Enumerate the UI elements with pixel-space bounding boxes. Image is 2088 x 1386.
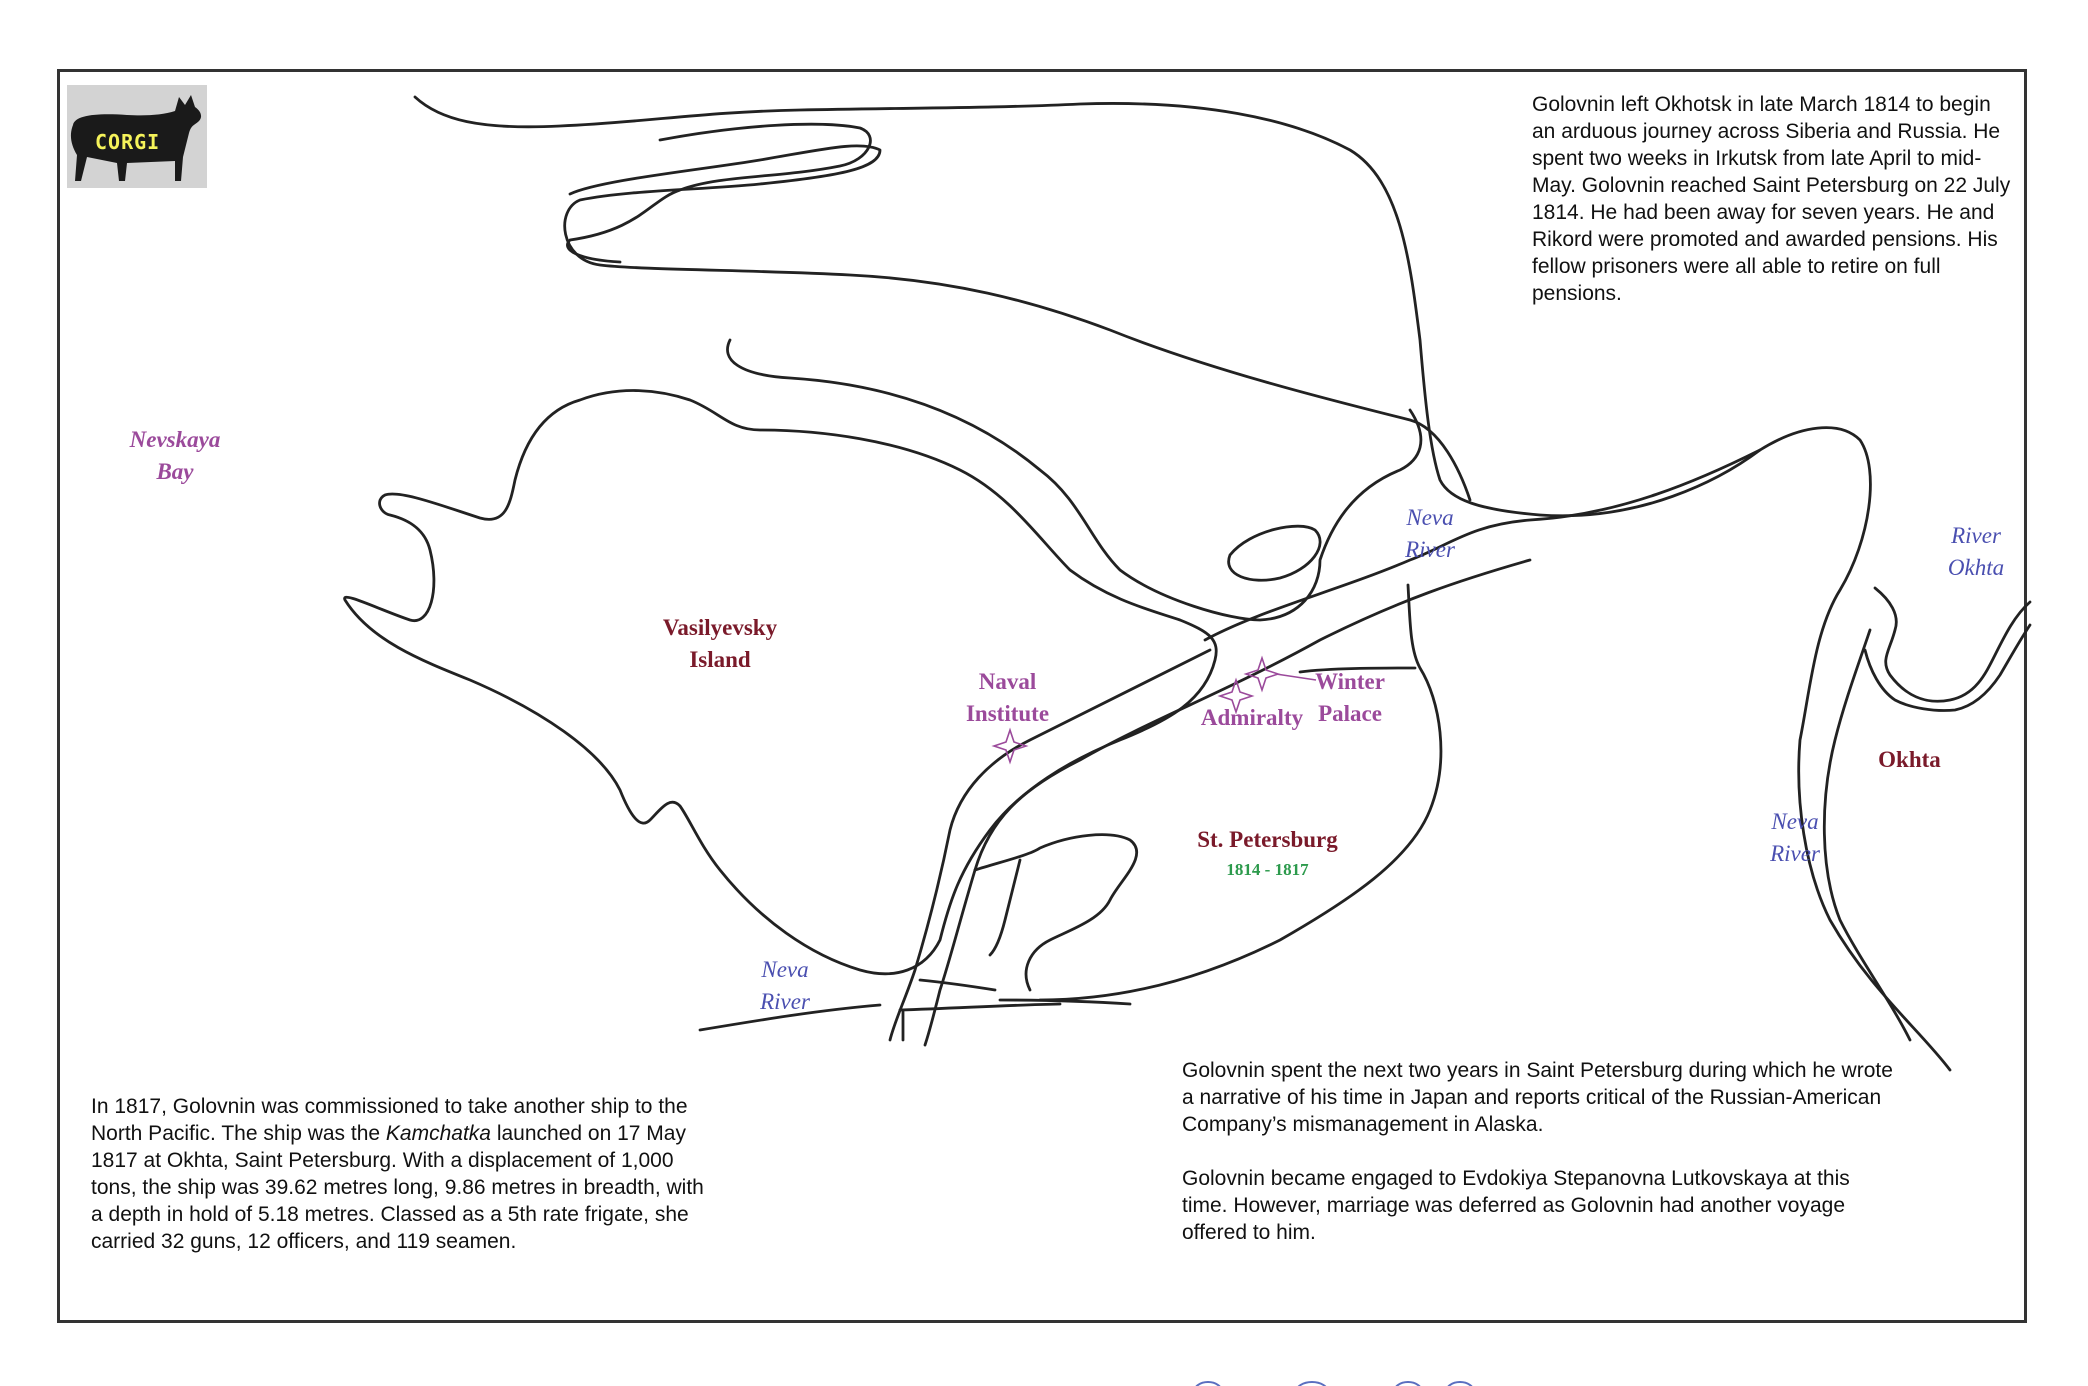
bottom-oval-1: [1194, 1382, 1222, 1386]
corgi-logo: [67, 85, 207, 188]
text-block-bottom-left: [91, 1093, 718, 1255]
label-neva-river-right: [1750, 806, 1840, 870]
label-vasilyevsky-island: [640, 612, 800, 676]
small-canal: [920, 980, 995, 990]
label-winter-palace-line-1: Winter: [1315, 669, 1385, 694]
ship-name: Kamchatka: [385, 1122, 491, 1145]
text-block-bottom-right-1: Golovnin spent the next two years in Saint Petersburg during which he wrote a narrative of his time in Japan and reports critical of the Russian-American Company’s mismanagement in Alaska.: [1182, 1059, 1893, 1136]
bottom-oval-3: [1394, 1382, 1422, 1386]
label-st-petersburg-years: 1814 - 1817: [1226, 860, 1309, 879]
neva-north-bank: [1205, 450, 1760, 640]
neva-mouth-line-2: [900, 1004, 1060, 1010]
upper-channel-line: [565, 146, 1470, 500]
label-neva-river-top-line-1: Neva: [1406, 505, 1454, 530]
label-river-okhta-line-1: River: [1951, 523, 2001, 548]
label-neva-river-bottom-line-1: Neva: [761, 957, 809, 982]
lower-channel: [1000, 1000, 1130, 1004]
label-neva-river-right-line-2: River: [1770, 841, 1820, 866]
label-nevskaya-bay: [110, 424, 240, 488]
label-neva-river-top: [1385, 502, 1475, 566]
mid-island-outline: [728, 340, 1421, 620]
label-naval-institute-line-1: Naval: [978, 669, 1037, 694]
logo-text: CORGI: [95, 130, 161, 154]
river-okhta-upper: [1875, 588, 2030, 701]
text-bottom-left-before: In 1817, Golovnin was commissioned to take another ship to the North Pacific. The ship was the: [91, 1095, 688, 1145]
label-neva-river-top-line-2: River: [1405, 537, 1455, 562]
bottom-oval-4: [1446, 1382, 1474, 1386]
label-neva-river-right-line-1: Neva: [1771, 809, 1819, 834]
label-naval-institute: [950, 666, 1065, 730]
bottom-oval-2: [1296, 1382, 1328, 1386]
st-petersburg-bank: [1040, 585, 1441, 1000]
label-winter-palace: [1300, 666, 1400, 730]
label-nevskaya-bay-line-2: Bay: [156, 459, 194, 484]
label-okhta: Okhta: [1878, 747, 1941, 772]
label-winter-palace-line-2: Palace: [1318, 701, 1382, 726]
label-naval-institute-line-2: Institute: [965, 701, 1050, 726]
neva-diagonal-lower: [925, 560, 1530, 1045]
label-st-petersburg: St. Petersburg: [1197, 827, 1338, 852]
text-bottom-left-after: launched on 17 May 1817 at Okhta, Saint Petersburg. With a displacement of 1,000 tons, the ship was 39.62 metres long, 9.86 metres in breadth, with a depth in hold of 5.18 metres. Classed as a 5th rate frigate, she carried 32 guns, 12 officers, and 119 seamen.: [91, 1122, 704, 1253]
label-vasilyevsky-line-1: Vasilyevsky: [662, 615, 778, 640]
label-vasilyevsky-line-2: Island: [689, 647, 751, 672]
label-neva-river-bottom: [740, 954, 830, 1018]
label-river-okhta-line-2: Okhta: [1947, 555, 2005, 580]
fontanka-channel: [990, 860, 1020, 955]
label-river-okhta: [1930, 520, 2022, 584]
vasilyevsky-island-outline: [345, 391, 1217, 974]
moika-channel: [975, 835, 1137, 990]
label-admiralty: Admiralty: [1200, 705, 1304, 730]
text-block-bottom-right-2: Golovnin became engaged to Evdokiya Stepanovna Lutkovskaya at this time. However, marriage was deferred as Golovnin had another voyage offered to him.: [1182, 1167, 1850, 1244]
winter-palace-star-icon: [1246, 658, 1278, 690]
top-island-outline: [567, 124, 870, 262]
label-nevskaya-bay-line-1: Nevskaya: [129, 427, 221, 452]
label-neva-river-bottom-line-2: River: [760, 989, 810, 1014]
text-block-top-right: Golovnin left Okhotsk in late March 1814 to begin an arduous journey across Siberia and Russia. He spent two weeks in Irkutsk from late April to mid-May. Golovnin reached Saint Petersburg on 22 July 1814. He had been away for seven years. He and Rikord were promoted and awarded pensions. His fellow prisoners were all able to retire on full pensions.: [1532, 93, 2011, 305]
small-island-outline: [1229, 526, 1320, 580]
